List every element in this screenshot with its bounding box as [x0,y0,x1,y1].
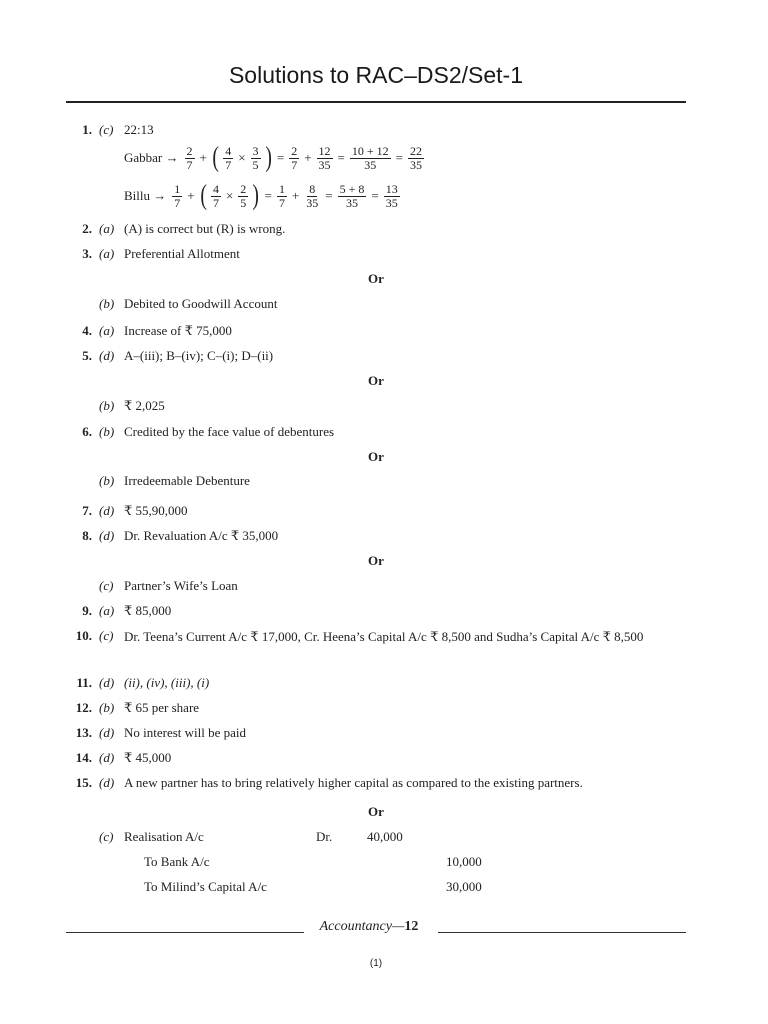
journal-credit-amount: 30,000 [446,879,482,894]
journal-debit-account: Realisation A/c [124,829,204,844]
math-gabbar: Gabbar → $\frac{2}{7}$ + ( $\frac{4}{7}$ × $\frac{3}{5}$ ) = $\frac{2}{7}$ + $\frac{12}{35}$ = $\frac{10 + 12}{35}$ = $\frac{22}{35}$ [124,142,423,173]
question-number: 12. [75,700,92,715]
answer-option: (c) [99,578,114,593]
or-separator: Or [368,449,384,464]
or-separator: Or [368,271,384,286]
answer-option: (d) [99,725,115,740]
question-number: 2. [82,221,92,236]
answer-option: (b) [99,398,115,413]
answer-option: (d) [99,750,115,765]
answer-text: Partner’s Wife’s Loan [124,578,238,593]
answer-text: (A) is correct but (R) is wrong. [124,221,286,236]
answer-option: (d) [99,528,115,543]
question-number: 4. [82,323,92,338]
answer-option: (a) [99,221,115,236]
answer-text: A–(iii); B–(iv); C–(i); D–(ii) [124,348,274,363]
question-number: 5. [82,348,92,363]
answer-text: Dr. Teena’s Current A/c ₹ 17,000, Cr. Heena’s Capital A/c ₹ 8,500 and Sudha’s Capital A/c ₹ 8,500 [124,629,644,644]
answer-option: (c) [99,122,114,137]
or-separator: Or [368,804,384,819]
or-separator: Or [368,373,384,388]
answer-text: ₹ 2,025 [124,398,165,413]
answer-option: (b) [99,473,115,488]
answer-option: (d) [99,503,115,518]
question-number: 11. [76,675,92,690]
answer-text: Debited to Goodwill Account [124,296,278,311]
answer-option: (b) [99,700,115,715]
answer-text: ₹ 65 per share [124,700,200,715]
question-number: 8. [82,528,92,543]
answer-text: 22:13 [124,122,154,137]
answer-option: (b) [99,296,115,311]
question-number: 1. [82,122,92,137]
or-separator: Or [368,553,384,568]
answer-text: ₹ 45,000 [124,750,172,765]
title-divider [66,101,686,103]
math-billu: Billu → $\frac{1}{7}$ + ( $\frac{4}{7}$ × $\frac{2}{5}$ ) = $\frac{1}{7}$ + $\frac{8}{35}$ = $\frac{5 + 8}{35}$ = $\frac{13}{35}$ [124,180,398,211]
journal-credit-account: To Milind’s Capital A/c [144,879,267,894]
answer-option: (b) [99,424,115,439]
answer-text: ₹ 55,90,000 [124,503,188,518]
answer-option: (d) [99,675,115,690]
answer-text: A new partner has to bring relatively higher capital as compared to the existing partners. [124,775,583,790]
question-number: 7. [82,503,92,518]
answer-text: No interest will be paid [124,725,247,740]
answer-option: (c) [99,628,114,643]
answer-option: (c) [99,829,114,844]
question-number: 10. [75,628,92,643]
answer-option: (a) [99,323,115,338]
answer-text: Preferential Allotment [124,246,240,261]
question-number: 13. [75,725,92,740]
question-number: 9. [82,603,92,618]
answer-option: (d) [99,775,115,790]
journal-debit-amount: 40,000 [367,829,403,844]
question-number: 3. [82,246,92,261]
journal-dr-marker: Dr. [316,829,333,844]
question-number: 6. [82,424,92,439]
answer-option: (d) [99,348,115,363]
answer-text: Irredeemable Debenture [124,473,250,488]
answer-text: (ii), (iv), (iii), (i) [124,675,210,690]
answer-text: ₹ 85,000 [124,603,172,618]
answer-text: Increase of ₹ 75,000 [124,323,232,338]
footer-rule-left [66,932,304,933]
answer-option: (a) [99,603,115,618]
page-number: (1) [369,958,383,969]
question-number: 14. [75,750,92,765]
journal-credit-amount: 10,000 [446,854,482,869]
question-number: 15. [75,775,92,790]
answer-text: Dr. Revaluation A/c ₹ 35,000 [124,528,279,543]
answer-text: Credited by the face value of debentures [124,424,335,439]
journal-credit-account: To Bank A/c [144,854,210,869]
footer-rule-right [438,932,686,933]
page-title: Solutions to RAC–DS2/Set-1 [228,62,524,88]
answer-option: (a) [99,246,115,261]
footer-subject: Accountancy—12 [319,919,419,934]
